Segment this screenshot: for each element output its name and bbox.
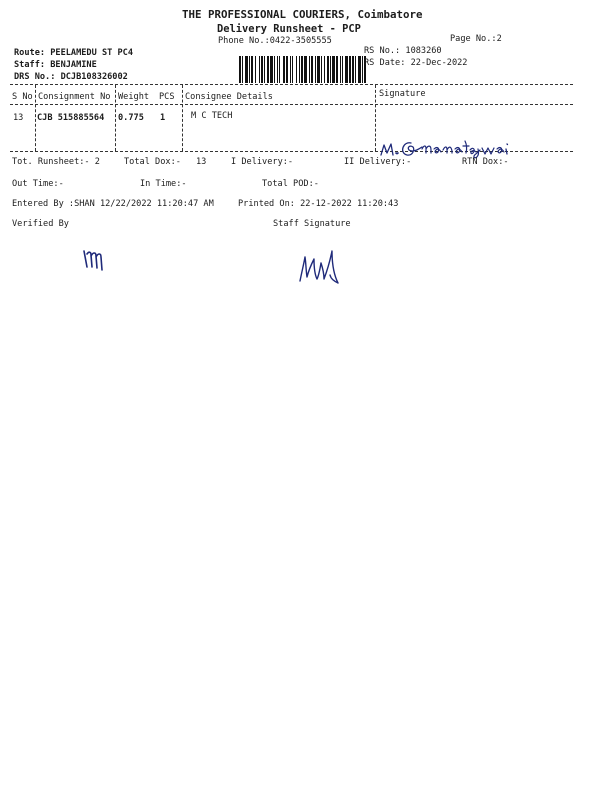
barcode-bar xyxy=(239,56,241,83)
column-header-consignee-details: Consignee Details xyxy=(185,92,273,102)
barcode-bar xyxy=(327,56,329,83)
barcode-bar xyxy=(267,56,269,83)
ii-delivery: II Delivery:- xyxy=(344,157,412,167)
barcode-bar xyxy=(290,56,291,83)
column-header-consignment-no: Consignment No xyxy=(38,92,111,102)
barcode-bar xyxy=(299,56,300,83)
barcode-bar xyxy=(311,56,313,83)
column-divider xyxy=(115,85,116,151)
barcode-bar xyxy=(274,56,275,83)
barcode-bar xyxy=(286,56,288,83)
printed-on: Printed On: 22-12-2022 11:20:43 xyxy=(238,199,399,209)
i-delivery: I Delivery:- xyxy=(231,157,294,167)
barcode-bar xyxy=(255,56,256,83)
verifier-initials-graphic xyxy=(82,247,108,273)
staff-signature-graphic xyxy=(296,245,344,289)
barcode-bar xyxy=(309,56,310,83)
row-pcs: 1 xyxy=(160,113,166,123)
barcode-bar xyxy=(264,56,265,83)
barcode-bar xyxy=(315,56,316,83)
out-time: Out Time:- xyxy=(12,179,64,189)
barcode-bar xyxy=(340,56,341,83)
total-runsheet: Tot. Runsheet:- 2 xyxy=(12,157,100,167)
verified-by-label: Verified By xyxy=(12,219,69,229)
barcode-bar xyxy=(317,56,320,83)
barcode-bar xyxy=(245,56,248,83)
barcode-bar xyxy=(304,56,307,83)
barcode-bar xyxy=(296,56,297,83)
barcode-bar xyxy=(352,56,354,83)
total-dox-label: Total Dox:- xyxy=(124,157,181,167)
row-consignment-no: CJB 515885564 xyxy=(37,113,105,123)
barcode-bar xyxy=(261,56,263,83)
column-header-pcs: PCS xyxy=(159,92,175,102)
barcode-bar xyxy=(324,56,325,83)
barcode-bar xyxy=(277,56,278,83)
barcode-bar xyxy=(355,56,356,83)
barcode-bar xyxy=(301,56,303,83)
route-label: Route: PEELAMEDU ST PC4 xyxy=(14,48,133,58)
barcode xyxy=(229,47,357,74)
drs-number: DRS No.: DCJB108326002 xyxy=(14,72,128,82)
barcode-bar xyxy=(292,56,293,83)
barcode-bar xyxy=(270,56,273,83)
barcode-bar xyxy=(342,56,343,83)
table-header-rule xyxy=(10,104,573,105)
staff-label: Staff: BENJAMINE xyxy=(14,60,97,70)
column-divider xyxy=(35,85,36,151)
barcode-bar xyxy=(279,56,280,83)
in-time: In Time:- xyxy=(140,179,187,189)
table-top-rule xyxy=(10,84,573,85)
barcode-bar xyxy=(321,56,322,83)
page-number: Page No.:2 xyxy=(450,34,502,44)
barcode-bar xyxy=(259,56,260,83)
barcode-bar xyxy=(332,56,335,83)
barcode-bar xyxy=(242,56,243,83)
total-dox-value: 13 xyxy=(196,157,207,167)
rtn-dox: RTN Dox:- xyxy=(462,157,509,167)
staff-signature-label: Staff Signature xyxy=(273,219,351,229)
rs-date: RS Date: 22-Dec-2022 xyxy=(364,58,468,68)
barcode-bar xyxy=(358,56,361,83)
barcode-bar xyxy=(249,56,250,83)
rs-number: RS No.: 1083260 xyxy=(364,46,442,56)
column-header-signature: Signature xyxy=(379,89,426,99)
barcode-graphic xyxy=(239,56,367,83)
column-header-s-no: S No xyxy=(12,92,33,102)
barcode-bar xyxy=(336,56,338,83)
row-consignee: M C TECH xyxy=(191,111,233,121)
entered-by: Entered By :SHAN 12/22/2022 11:20:47 AM xyxy=(12,199,214,209)
staff-signature-mark xyxy=(296,228,344,298)
receiver-signature xyxy=(378,118,513,178)
barcode-bar xyxy=(345,56,348,83)
barcode-bar xyxy=(283,56,285,83)
barcode-bar xyxy=(251,56,253,83)
row-weight: 0.775 xyxy=(118,113,144,123)
row-s-no: 13 xyxy=(13,113,24,123)
phone-number: Phone No.:0422-3505555 xyxy=(218,36,332,46)
column-header-weight: Weight xyxy=(118,92,150,102)
total-pod: Total POD:- xyxy=(262,179,319,189)
verifier-initials xyxy=(82,230,108,282)
column-divider xyxy=(182,85,183,151)
column-divider xyxy=(375,85,376,151)
company-name: THE PROFESSIONAL COURIERS, Coimbatore xyxy=(182,8,423,21)
document-title: Delivery Runsheet - PCP xyxy=(217,23,361,35)
barcode-bar xyxy=(349,56,351,83)
barcode-bar xyxy=(330,56,331,83)
